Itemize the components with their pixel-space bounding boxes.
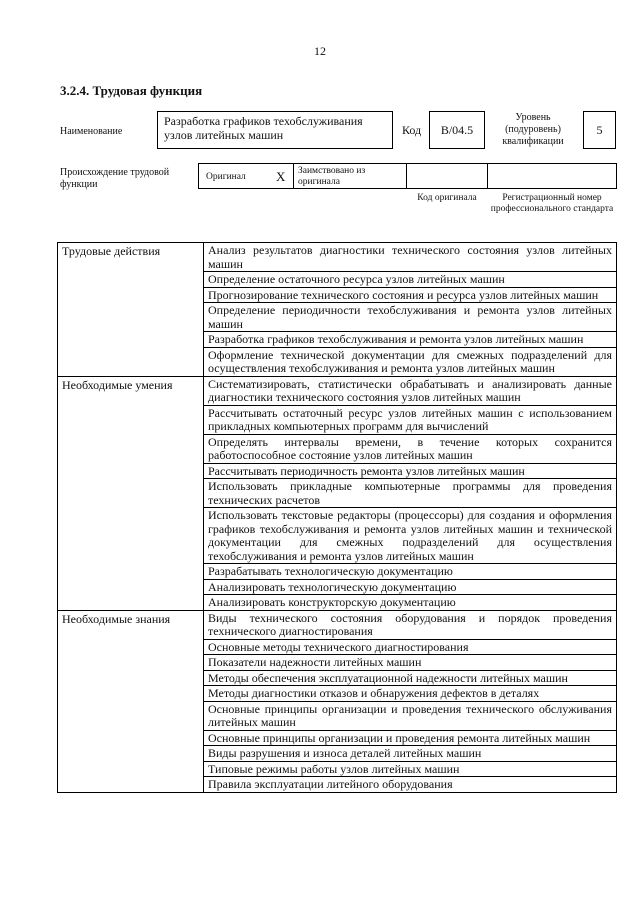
section-item: Виды технического состояния оборудования и порядок проведения технического диагностирования: [204, 610, 617, 639]
section-item: Разрабатывать технологическую документацию: [204, 564, 617, 580]
table-row: [58, 243, 617, 272]
registration-number-caption: Регистрационный номер профессионального стандарта: [490, 193, 614, 214]
page-number: 12: [314, 44, 326, 58]
section-heading: Необходимые знания: [58, 610, 204, 792]
section-item: Основные методы технического диагностирования: [204, 639, 617, 655]
section-item: Разработка графиков техобслуживания и ремонта узлов литейных машин: [204, 332, 617, 348]
section-item: Методы обеспечения эксплуатационной надежности литейных машин: [204, 670, 617, 686]
level-value: 5: [596, 123, 603, 137]
section-item: Методы диагностики отказов и обнаружения дефектов в деталях: [204, 686, 617, 702]
section-title: 3.2.4. Трудовая функция: [60, 83, 203, 98]
section-item: Виды разрушения и износа деталей литейных машин: [204, 746, 617, 762]
section-item: Анализировать технологическую документацию: [204, 579, 617, 595]
section-item: Использовать прикладные компьютерные программы для проведения технических расчетов: [204, 479, 617, 508]
section-item: Анализ результатов диагностики технического состояния узлов литейных машин: [204, 243, 617, 272]
section-item: Рассчитывать периодичность ремонта узлов литейных машин: [204, 463, 617, 479]
section-item: Прогнозирование технического состояния и ресурса узлов литейных машин: [204, 287, 617, 303]
function-name-value: Разработка графиков техобслуживания узлов литейных машин: [164, 114, 363, 142]
name-label: Наименование: [60, 126, 123, 137]
section-heading: Трудовые действия: [58, 243, 204, 377]
original-box: [198, 163, 294, 189]
section-item: Определение периодичности техобслуживания и ремонта узлов литейных машин: [204, 303, 617, 332]
code-value: B/04.5: [440, 123, 474, 137]
level-label: Уровень (подуровень) квалификации: [502, 112, 564, 147]
section-item: Определение остаточного ресурса узлов литейных машин: [204, 272, 617, 288]
registration-number-box: [487, 163, 617, 189]
section-item: Использовать текстовые редакторы (процессоры) для создания и оформления графиков техобслуживания и ремонта узлов литейных машин и технической документации для смежных подразделений для осуществления техобслуживания и ремонта узлов литейных машин: [204, 508, 617, 564]
section-item: Правила эксплуатации литейного оборудования: [204, 777, 617, 793]
section-item: Систематизировать, статистически обрабатывать и анализировать данные диагностики технического состояния узлов литейных машин: [204, 376, 617, 405]
origin-label: Происхождение трудовой функции: [60, 167, 170, 190]
borrowed-label: Заимствовано из оригинала: [298, 166, 366, 187]
function-details-table: [57, 242, 617, 793]
function-name-box: [157, 111, 393, 149]
section-item: Определять интервалы времени, в течение которых сохранится работоспособное состояние узлов литейных машин: [204, 434, 617, 463]
code-box: [429, 111, 485, 149]
section-item: Показатели надежности литейных машин: [204, 655, 617, 671]
section-item: Типовые режимы работы узлов литейных машин: [204, 761, 617, 777]
code-label: Код: [402, 123, 422, 137]
level-box: [583, 111, 616, 149]
section-item: Основные принципы организации и проведения технического обслуживания литейных машин: [204, 701, 617, 730]
section-heading: Необходимые умения: [58, 376, 204, 610]
table-row: [58, 376, 617, 405]
original-code-box: [406, 163, 488, 189]
section-item: Рассчитывать остаточный ресурс узлов литейных машин с использованием прикладных компьютерных программ для вычислений: [204, 405, 617, 434]
original-label: Оригинал: [206, 172, 246, 182]
section-item: Анализировать конструкторскую документацию: [204, 595, 617, 611]
original-code-caption: Код оригинала: [417, 193, 477, 203]
section-item: Основные принципы организации и проведения ремонта литейных машин: [204, 730, 617, 746]
borrowed-box: [293, 163, 407, 189]
original-mark: X: [276, 169, 286, 184]
section-item: Оформление технической документации для смежных подразделений для осуществления техобслуживания и ремонта узлов литейных машин: [204, 347, 617, 376]
table-row: [58, 610, 617, 639]
